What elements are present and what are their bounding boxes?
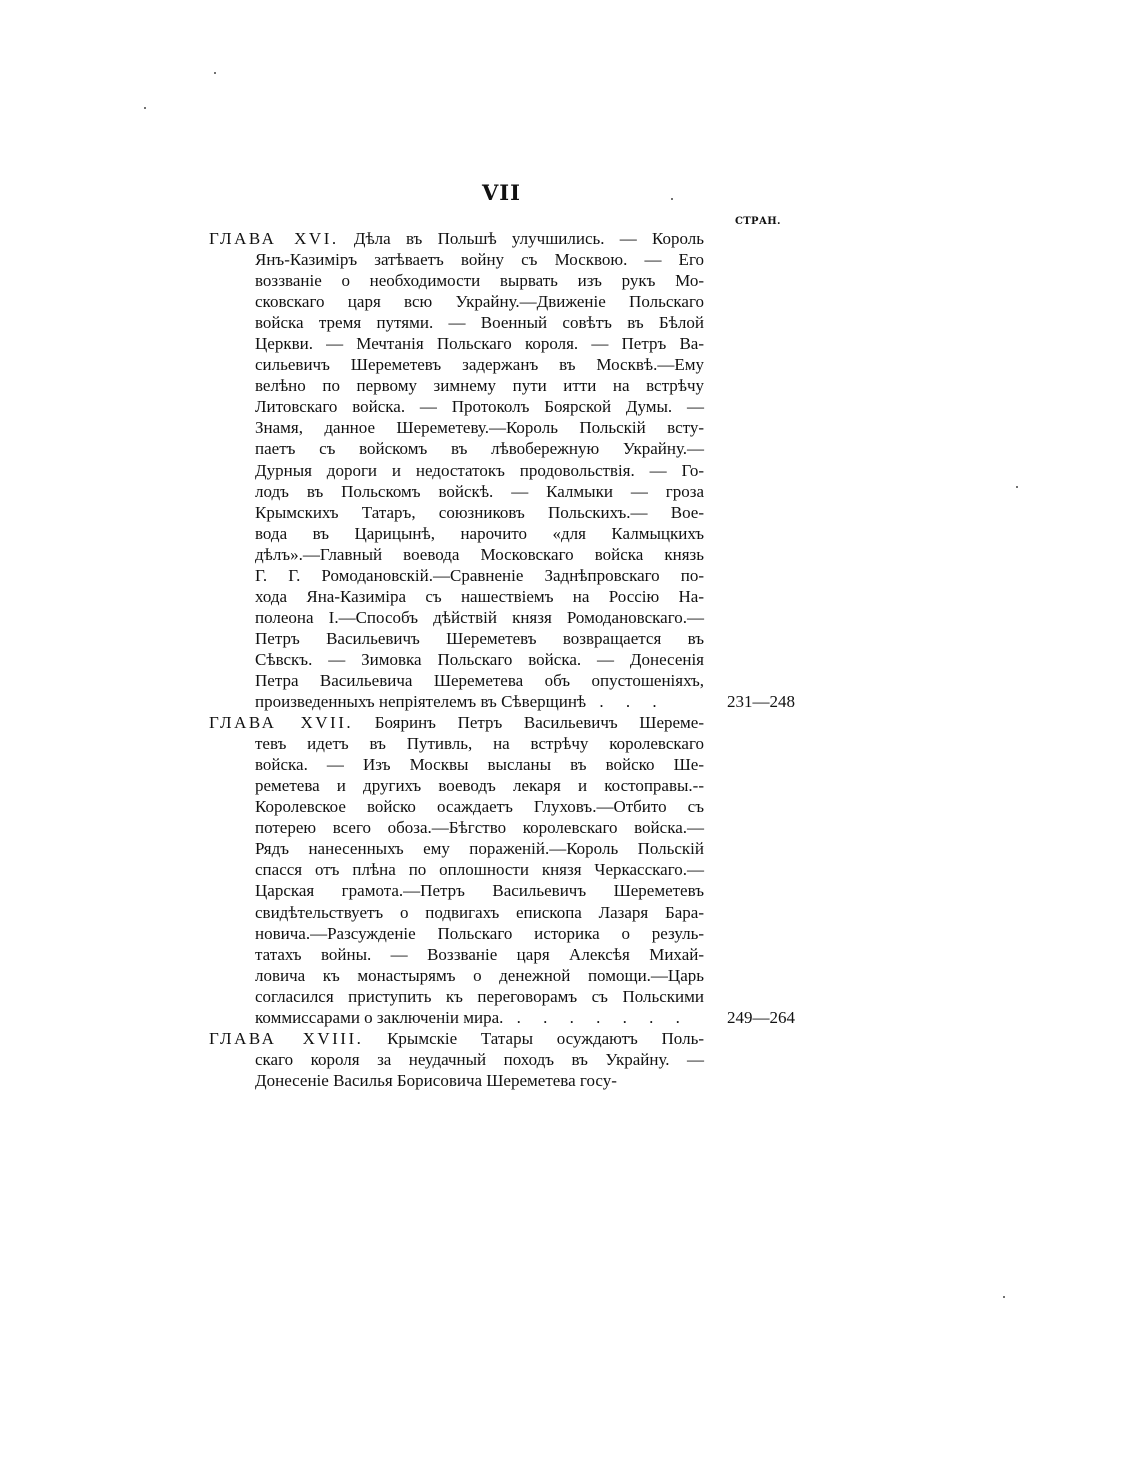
summary-line (209, 880, 704, 901)
summary-line (209, 586, 704, 607)
line-text: Бояринъ Петръ Васильевичъ Шереме- (374, 713, 704, 733)
line-text: Рядъ нанесенныхъ ему пораженій.—Король Польскій (255, 839, 704, 859)
summary-line (209, 1070, 704, 1091)
chapter-summary (209, 712, 704, 1028)
summary-line (209, 312, 704, 333)
line-text: Петръ Васильевичъ Шереметевъ возвращается въ (255, 628, 704, 648)
line-text: коммиссарами о заключеніи мира. (255, 1007, 504, 1027)
line-text: тевъ идетъ въ Путивль, на встрѣчу королевскаго (255, 734, 704, 754)
summary-line (209, 902, 704, 923)
dot-leader: . . . . . . . (503, 1007, 689, 1027)
summary-line (209, 607, 704, 628)
summary-line (209, 396, 704, 417)
summary-line (209, 986, 704, 1007)
line-text: Знамя, данное Шереметеву.—Король Польскій всту- (255, 418, 704, 438)
line-text: дѣлъ».—Главный воевода Московскаго войска князь (255, 544, 704, 564)
chapter-label: ГЛАВА XVI. (209, 229, 339, 248)
summary-line (209, 691, 704, 712)
summary-line (209, 649, 704, 670)
summary-line (209, 838, 704, 859)
summary-line (209, 796, 704, 817)
summary-line (209, 923, 704, 944)
summary-line (209, 754, 704, 775)
line-text: Г. Г. Ромодановскій.—Сравненіе Заднѣпровскаго по- (255, 565, 704, 585)
line-text: полеона I.—Способъ дѣйствій князя Ромодановскаго.— (255, 607, 704, 627)
line-text: потерею всего обоза.—Бѣгство королевскаго войска.— (255, 818, 704, 838)
scan-speck (671, 198, 673, 200)
summary-line (209, 1007, 704, 1028)
chapter-summary (209, 228, 704, 712)
line-text: свидѣтельствуетъ о подвигахъ епископа Лазаря Бара- (255, 902, 704, 922)
summary-line (209, 249, 704, 270)
line-text: ловича къ монастырямъ о денежной помощи.—Царь (255, 965, 704, 985)
line-text: Царская грамота.—Петръ Васильевичъ Шереметевъ (255, 881, 704, 901)
summary-line (209, 228, 704, 249)
line-text: Донесеніе Василья Борисовича Шереметева госу- (255, 1070, 617, 1090)
summary-line (209, 628, 704, 649)
line-text: Церкви. — Мечтанія Польскаго короля. — Петръ Ва- (255, 334, 704, 354)
summary-line (209, 859, 704, 880)
summary-line (209, 965, 704, 986)
toc-chapter-entry (209, 1028, 801, 1091)
line-text: Янъ-Казиміръ затѣваетъ войну съ Москвою. — Его (255, 250, 704, 270)
chapter-summary (209, 1028, 704, 1091)
summary-line (209, 438, 704, 459)
line-text: скаго короля за неудачный походъ въ Украйну. — (255, 1049, 704, 1069)
summary-line (209, 417, 704, 438)
line-text: спасся отъ плѣна по оплошности князя Черкасскаго.— (255, 860, 704, 880)
line-text: хода Яна-Казиміра съ нашествіемъ на Россію На- (255, 586, 704, 606)
line-text: Петра Васильевича Шереметева объ опустошеніяхъ, (255, 670, 704, 690)
summary-line (209, 817, 704, 838)
line-text: вода въ Царицынѣ, нарочито «для Калмыцкихъ (255, 523, 704, 543)
line-text: сковскаго царя всю Украйну.—Движеніе Польскаго (255, 292, 704, 312)
summary-line (209, 523, 704, 544)
summary-line (209, 733, 704, 754)
summary-line (209, 544, 704, 565)
line-text: Крымскіе Татары осуждаютъ Поль- (387, 1028, 704, 1048)
line-text: Дѣла въ Польшѣ улучшились. — Король (353, 229, 705, 248)
line-text: паетъ съ войскомъ въ лѣвобережную Украйну.— (255, 439, 704, 459)
table-of-contents (209, 228, 801, 1091)
scan-speck (214, 72, 216, 74)
scan-speck (1003, 1296, 1005, 1298)
pages-column-header: СТРАН. (735, 216, 781, 227)
page-range: 231—248 (727, 692, 795, 712)
summary-line (209, 944, 704, 965)
chapter-label: ГЛАВА XVII. (209, 713, 354, 733)
summary-line (209, 775, 704, 796)
summary-line (209, 565, 704, 586)
line-text: воззваніе о необходимости вырвать изъ рукъ Мо- (255, 271, 704, 291)
page-range: 249—264 (727, 1007, 795, 1027)
line-text: Литовскаго войска. — Протоколъ Боярской Думы. — (255, 397, 704, 417)
line-text: Королевское войско осаждаетъ Глуховъ.—Отбито съ (255, 797, 704, 817)
summary-line (209, 481, 704, 502)
line-text: лодъ въ Польскомъ войскѣ. — Калмыки — гроза (255, 481, 704, 501)
line-text: Крымскихъ Татаръ, союзниковъ Польскихъ.— Вое- (255, 502, 704, 522)
summary-line (209, 333, 704, 354)
scan-speck (144, 107, 146, 109)
dot-leader: . . . (586, 692, 666, 712)
page-number: VII (482, 180, 521, 205)
summary-line (209, 1049, 704, 1070)
summary-line (209, 670, 704, 691)
line-text: согласился приступить къ переговорамъ съ Польскими (255, 986, 704, 1006)
scan-speck (1016, 486, 1018, 488)
summary-line (209, 270, 704, 291)
line-text: сильевичъ Шереметевъ задержанъ въ Москвѣ.—Ему (255, 355, 704, 375)
line-text: Сѣвскъ. — Зимовка Польскаго войска. — Донесенія (255, 649, 704, 669)
line-text: велѣно по первому зимнему пути итти на встрѣчу (255, 376, 704, 396)
summary-line (209, 502, 704, 523)
line-text: войска тремя путями. — Военный совѣтъ въ Бѣлой (255, 313, 704, 333)
summary-line (209, 460, 704, 481)
chapter-label: ГЛАВА XVIII. (209, 1028, 364, 1048)
line-text: произведенныхъ непріятелемъ въ Сѣверщинѣ (255, 692, 587, 712)
summary-line (209, 354, 704, 375)
line-text: новича.—Разсужденіе Польскаго историка о резуль- (255, 923, 704, 943)
summary-line (209, 375, 704, 396)
line-text: татахъ войны. — Воззваніе царя Алексѣя Михай- (255, 944, 704, 964)
line-text: войска. — Изъ Москвы высланы въ войско Ше- (255, 755, 704, 775)
summary-line (209, 1028, 704, 1049)
toc-chapter-entry (209, 228, 801, 712)
summary-line (209, 291, 704, 312)
toc-chapter-entry (209, 712, 801, 1028)
line-text: Дурныя дороги и недостатокъ продовольствія. — Го- (255, 460, 704, 480)
line-text: реметева и другихъ воеводъ лекаря и костоправы.-- (255, 776, 704, 796)
summary-line (209, 712, 704, 733)
